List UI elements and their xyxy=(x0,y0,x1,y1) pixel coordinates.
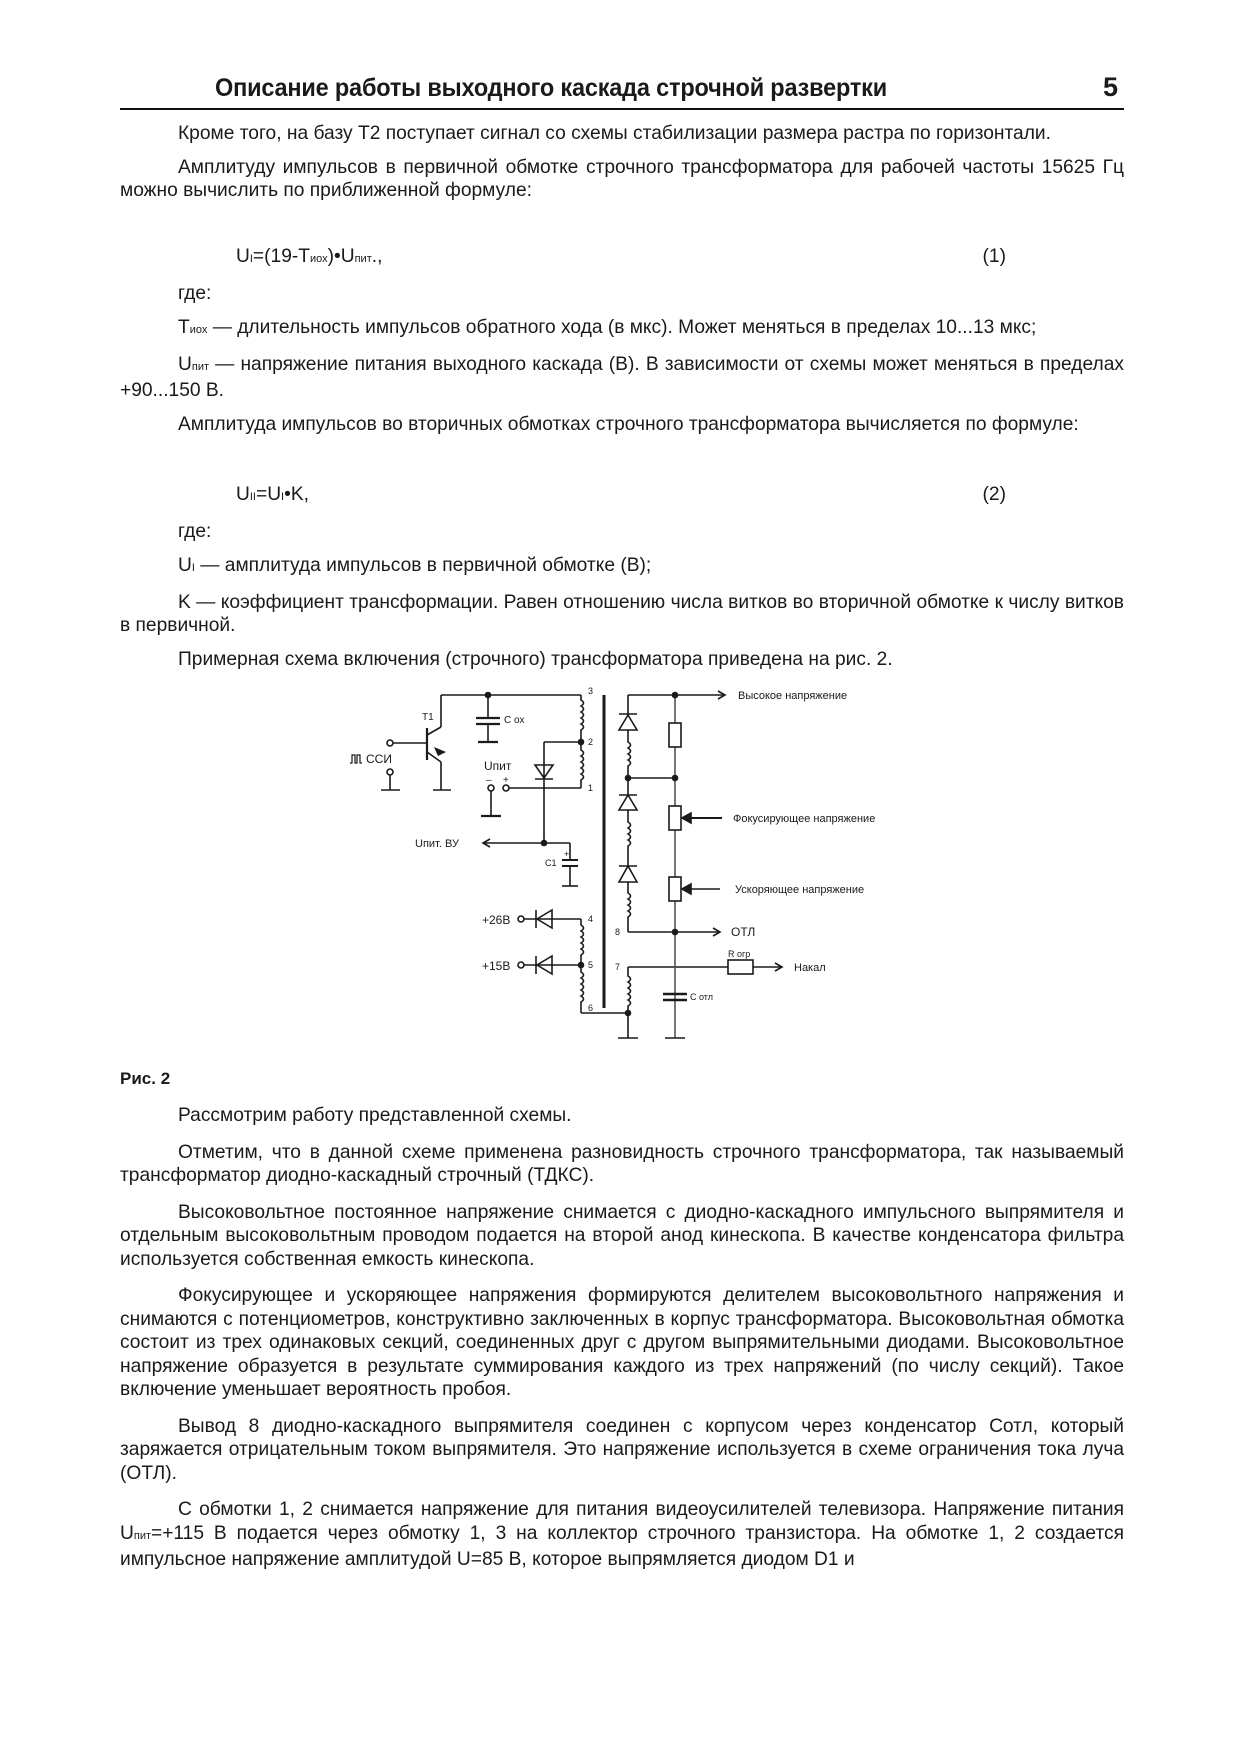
label-high-voltage: Высокое напряжение xyxy=(738,690,848,702)
label-upit: Uпит xyxy=(484,759,512,773)
pin-8: 8 xyxy=(615,927,621,937)
junction-dot xyxy=(625,775,632,782)
pin-2: 2 xyxy=(588,737,594,747)
page-title: Описание работы выходного каскада строчной развертки xyxy=(215,74,887,102)
junction-dot xyxy=(672,692,679,699)
label-minus: – xyxy=(486,775,492,786)
pulse-icon xyxy=(350,755,362,763)
paragraph: Высоковольтное постоянное напряжение снимается с диодно-каскадного импульсного выпрямителя и отдельным высоковольтным проводом подается на второй анод кинескопа. В качестве конденсатора фильтра используется собственная емкость кинескопа. xyxy=(120,1201,1124,1270)
definition-upit: Uпит — напряжение питания выходного каскада (В). В зависимости от схемы может меняться в пределах +90...150 В. xyxy=(120,353,1124,401)
label-t1: T1 xyxy=(422,712,434,723)
label-c1-plus: + xyxy=(564,849,570,859)
definition-k: K — коэффициент трансформации. Равен отношению числа витков во вторичной обмотке к числу витков в первичной. xyxy=(120,591,1124,636)
paragraph-last: С обмотки 1, 2 снимается напряжение для питания видеоусилителей телевизора. Напряжение питания Uпит=+115 В подается через обмотку 1, 3 на коллектор строчного транзистора. На обмотке 1, 2 создается импульсное напряжение амплитудой U=85 В, которое выпрямляется диодом D1 и xyxy=(120,1499,1124,1570)
label-c-otl: C отл xyxy=(690,992,713,1002)
paragraph: Рассмотрим работу представленной схемы. xyxy=(178,1105,572,1126)
paragraph-block-bottom xyxy=(120,1104,1124,1572)
label-plus: + xyxy=(503,775,509,786)
paragraph: Вывод 8 диодно-каскадного выпрямителя соединен с корпусом через конденсатор Сотл, который заряжается отрицательным током выпрямителя. Это напряжение используется в схеме ограничения тока луча (ОТЛ). xyxy=(120,1415,1124,1484)
paragraph: Фокусирующее и ускоряющее напряжения формируются делителем высоковольтного напряжения и снимаются с потенциометров, конструктивно заключенных в корпус трансформатора. Высоковольтная обмотка состоит из трех одинаковых секций, соединенных друг с другом выпрямительными диодами. Высоковольтное напряжение образуется в результате суммирования каждого из трех напряжений (по числу секций). Такое включение уменьшает вероятность пробоя. xyxy=(120,1285,1124,1400)
junction-dot xyxy=(672,929,679,936)
junction-dot xyxy=(578,962,585,969)
label-26v: +26В xyxy=(482,913,511,927)
pin-1: 1 xyxy=(588,783,594,793)
label-otl: ОТЛ xyxy=(731,925,756,939)
formula-2-number: (2) xyxy=(982,484,1006,505)
where-label-1: где: xyxy=(178,283,212,304)
label-focus-voltage: Фокусирующее напряжение xyxy=(733,813,876,825)
page-number: 5 xyxy=(1102,72,1118,102)
junction-dot xyxy=(625,1010,632,1017)
paragraph: Кроме того, на базу Т2 поступает сигнал со схемы стабилизации размера растра по горизонтали. xyxy=(178,123,1051,144)
pin-7: 7 xyxy=(615,962,621,972)
label-ssi: ССИ xyxy=(366,752,392,766)
formula-2: UII=UI•K, xyxy=(236,484,309,505)
junction-dot xyxy=(672,775,679,782)
emitter-arrow xyxy=(434,747,446,756)
label-upit-vu: Uпит. ВУ xyxy=(415,838,459,850)
label-c1: C1 xyxy=(545,858,557,868)
label-r-ogr: R огр xyxy=(728,949,751,959)
junction-dot xyxy=(578,739,585,746)
label-nakal: Накал xyxy=(794,962,826,974)
pin-6: 6 xyxy=(588,1003,594,1013)
where-label-2: где: xyxy=(178,521,212,542)
paragraph: Амплитуда импульсов во вторичных обмотках строчного трансформатора вычисляется по формуле: xyxy=(178,413,1079,435)
pin-5: 5 xyxy=(588,960,594,970)
formula-1: UI=(19-Tиох)•Uпит., xyxy=(236,246,383,267)
paragraph: Амплитуду импульсов в первичной обмотке строчного трансформатора для рабочей частоты 15625 Гц можно вычислить по приближенной формуле: xyxy=(120,156,1124,201)
label-accel-voltage: Ускоряющее напряжение xyxy=(735,884,865,896)
label-cox: C ох xyxy=(504,715,525,726)
figure-intro: Примерная схема включения (строчного) трансформатора приведена на рис. 2. xyxy=(178,648,893,670)
definition-ui: UI — амплитуда импульсов в первичной обмотке (В); xyxy=(178,555,652,576)
definition-tiox: Tиох — длительность импульсов обратного хода (в мкс). Может меняться в пределах 10...13 мкс; xyxy=(178,317,1037,338)
label-15v: +15В xyxy=(482,959,511,973)
paragraph: Отметим, что в данной схеме применена разновидность строчного трансформатора, так называемый трансформатор диодно-каскадный строчный (ТДКС). xyxy=(120,1141,1124,1186)
junction-dot xyxy=(541,840,548,847)
figure-caption: Рис. 2 xyxy=(120,1069,171,1088)
formula-1-number: (1) xyxy=(982,246,1006,267)
pin-4: 4 xyxy=(588,914,594,924)
pin-3: 3 xyxy=(588,686,594,696)
junction-dot xyxy=(485,692,492,699)
